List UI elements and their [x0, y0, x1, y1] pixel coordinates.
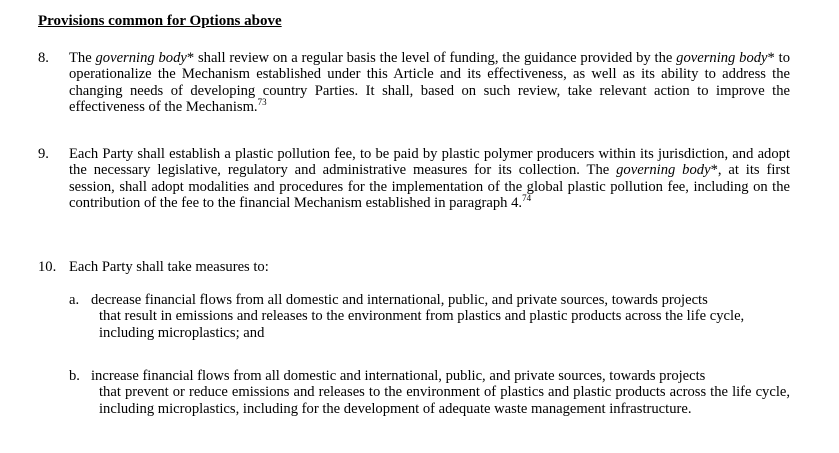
subparagraph-letter: a. — [69, 292, 80, 308]
paragraph-number: 8. — [38, 50, 49, 66]
subparagraph-a — [69, 292, 790, 341]
footnote-ref[interactable]: 74 — [522, 193, 532, 204]
governing-body-term: governing body — [95, 50, 187, 66]
governing-body-term: governing body — [676, 50, 768, 66]
paragraph-9 — [38, 146, 790, 212]
paragraph-text: The governing body* shall review on a regular basis the level of funding, the guidance provided by the governing body* to operationalize the Mechanism established under this Article and its effectiveness, as well as its ability to address the changing needs of developing country Parties. It shall, based on such review, take relevant action to improve the effectiveness of the Mechanism.$^{73}$ — [69, 50, 790, 116]
governing-body-term: governing body — [616, 162, 711, 179]
paragraph-text: Each Party shall take measures to: — [69, 259, 269, 275]
paragraph-10 — [38, 259, 790, 275]
subparagraph-letter: b. — [69, 368, 80, 384]
paragraph-text: Each Party shall establish a plastic pollution fee, to be paid by plastic polymer producers within its jurisdiction, and adopt the necessary legislative, regulatory and administrative measures for its collection. The governing body*, at its first session, shall adopt modalities and procedures for the implementation of the global plastic pollution fee, including on the contribution of the fee to the financial Mechanism established in paragraph 4.74 — [69, 146, 790, 212]
subparagraph-text: decrease financial flows from all domestic and international, public, and private sources, towards projects that result in emissions and releases to the environment from plastics and plastic products across the life cycle, including microplastics; and — [91, 292, 745, 341]
paragraph-number: 10. — [38, 259, 57, 275]
subparagraph-text: increase financial flows from all domestic and international, public, and private sources, towards projects that prevent or reduce emissions and releases to the environment of plastics and plastic products across the life cycle, including microplastics, including for the development of adequate waste management infrastructure. — [91, 368, 790, 417]
subparagraph-b — [69, 368, 790, 417]
paragraph-8 — [38, 50, 790, 116]
section-heading: Provisions common for Options above — [38, 13, 282, 29]
paragraph-number: 9. — [38, 146, 49, 162]
footnote-ref[interactable]: 73 — [257, 97, 267, 108]
